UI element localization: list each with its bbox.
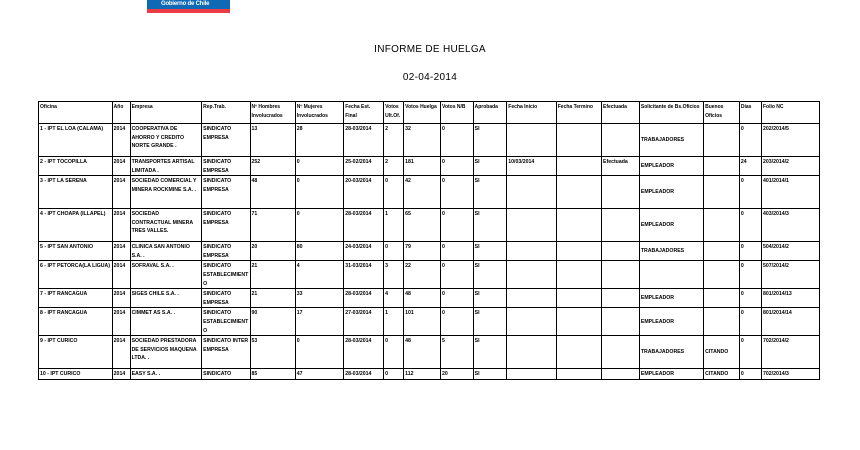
table-cell: TRABAJADORES xyxy=(639,124,703,157)
table-cell: 0 xyxy=(440,308,473,336)
table-cell xyxy=(639,261,703,289)
table-cell xyxy=(704,176,740,209)
table-cell: TRANSPORTES ARTISAL LIMITADA . xyxy=(130,157,202,176)
table-cell: 28-03/2014 xyxy=(344,124,384,157)
table-cell: TRABAJADORES xyxy=(639,242,703,261)
table-cell: SI xyxy=(473,369,507,380)
table-cell: 0 xyxy=(739,209,761,242)
table-cell: SINDICATO INTER EMPRESA xyxy=(202,336,250,369)
column-header: Votos Ult.Of. xyxy=(384,102,404,124)
table-cell xyxy=(556,289,601,308)
table-cell xyxy=(602,308,640,336)
table-cell xyxy=(556,308,601,336)
table-cell: 0 xyxy=(739,369,761,380)
table-cell: 112 xyxy=(404,369,441,380)
table-cell: SI xyxy=(473,261,507,289)
table-cell: 0 xyxy=(295,336,343,369)
table-cell xyxy=(507,369,556,380)
table-cell: EMPLEADOR xyxy=(639,176,703,209)
table-cell: 85 xyxy=(250,369,295,380)
table-cell: SI xyxy=(473,308,507,336)
table-cell: 0 xyxy=(384,369,404,380)
table-cell: 4 - IPT CHOAPA (ILLAPEL) xyxy=(39,209,113,242)
table-cell: SINDICATO EMPRESA xyxy=(202,209,250,242)
table-cell xyxy=(704,261,740,289)
table-cell: 2014 xyxy=(112,336,130,369)
table-cell: 27-03/2014 xyxy=(344,308,384,336)
table-cell: 3 - IPT LA SERENA xyxy=(39,176,113,209)
table-cell: SINDICATO EMPRESA xyxy=(202,176,250,209)
table-cell: 0 xyxy=(440,176,473,209)
table-cell xyxy=(507,261,556,289)
table-cell: 0 xyxy=(739,242,761,261)
table-cell: 31-03/2014 xyxy=(344,261,384,289)
table-cell xyxy=(704,124,740,157)
column-header: Días xyxy=(739,102,761,124)
table-cell: 5 xyxy=(440,336,473,369)
table-row xyxy=(39,242,820,261)
table-cell xyxy=(556,157,601,176)
table-cell: SINDICATO ESTABLECIMIENTO xyxy=(202,261,250,289)
table-cell: 2014 xyxy=(112,261,130,289)
table-cell: 0 xyxy=(739,261,761,289)
table-cell: 0 xyxy=(440,124,473,157)
table-cell: 71 xyxy=(250,209,295,242)
table-cell: 6 - IPT PETORCA(LA LIGUA) xyxy=(39,261,113,289)
column-header: Solicitante de Bs.Oficios xyxy=(639,102,703,124)
table-cell: 1 - IPT EL LOA (CALAMA) xyxy=(39,124,113,157)
table-cell xyxy=(507,336,556,369)
table-cell xyxy=(556,261,601,289)
table-cell xyxy=(704,157,740,176)
table-cell: 101 xyxy=(404,308,441,336)
table-cell: 0 xyxy=(440,289,473,308)
table-row xyxy=(39,209,820,242)
table-cell: CITANDO xyxy=(704,336,740,369)
table-cell: SI xyxy=(473,176,507,209)
table-cell: EMPLEADOR xyxy=(639,369,703,380)
table-cell xyxy=(602,209,640,242)
table-cell: CITANDO xyxy=(704,369,740,380)
table-cell xyxy=(602,176,640,209)
table-cell: 2014 xyxy=(112,308,130,336)
table-cell: 2014 xyxy=(112,124,130,157)
table-cell: 2 xyxy=(384,157,404,176)
table-cell: 48 xyxy=(404,289,441,308)
table-row xyxy=(39,157,820,176)
table-cell: 203/2014/2 xyxy=(761,157,819,176)
column-header: Nº Hombres Involucrados xyxy=(250,102,295,124)
table-cell: 22 xyxy=(404,261,441,289)
table-cell: 2014 xyxy=(112,242,130,261)
table-cell xyxy=(602,369,640,380)
table-cell: SINDICATO ESTABLECIMIENTO xyxy=(202,308,250,336)
table-cell: 21 xyxy=(250,261,295,289)
table-cell: TRABAJADORES xyxy=(639,336,703,369)
table-cell: 507/2014/2 xyxy=(761,261,819,289)
table-cell: 20-03/2014 xyxy=(344,176,384,209)
table-cell: SOCIEDAD CONTRACTUAL MINERA TRES VALLES. xyxy=(130,209,202,242)
column-header: Efectuada xyxy=(602,102,640,124)
table-cell: 0 xyxy=(739,308,761,336)
table-cell: SI xyxy=(473,157,507,176)
table-cell xyxy=(507,289,556,308)
column-header: Fecha Est. Final xyxy=(344,102,384,124)
table-cell: 28-03/2014 xyxy=(344,209,384,242)
table-cell: 2014 xyxy=(112,209,130,242)
table-cell: 202/2014/5 xyxy=(761,124,819,157)
table-row xyxy=(39,289,820,308)
table-cell xyxy=(602,242,640,261)
table-cell: SI xyxy=(473,242,507,261)
table-cell: 2 - IPT TOCOPILLA xyxy=(39,157,113,176)
table-cell: SINDICATO EMPRESA xyxy=(202,157,250,176)
table-cell: 0 xyxy=(384,336,404,369)
table-cell: 4 xyxy=(384,289,404,308)
table-cell: 28-03/2014 xyxy=(344,369,384,380)
table-cell: 0 xyxy=(739,289,761,308)
table-row xyxy=(39,176,820,209)
column-header: Buenos Oficios xyxy=(704,102,740,124)
table-cell xyxy=(704,209,740,242)
table-cell: 504/2014/2 xyxy=(761,242,819,261)
table-cell: 9 - IPT CURICO xyxy=(39,336,113,369)
column-header: Fecha Termino xyxy=(556,102,601,124)
table-cell: 65 xyxy=(404,209,441,242)
table-cell: 33 xyxy=(295,289,343,308)
table-cell: 48 xyxy=(250,176,295,209)
table-cell: 2 xyxy=(384,124,404,157)
table-cell xyxy=(556,176,601,209)
table-cell: 20 xyxy=(250,242,295,261)
table-cell: SOFRAVAL S.A. . xyxy=(130,261,202,289)
table-row xyxy=(39,336,820,369)
table-cell: Efectuada xyxy=(602,157,640,176)
table-cell: 0 xyxy=(384,242,404,261)
column-header: Fecha Inicio xyxy=(507,102,556,124)
table-cell xyxy=(556,209,601,242)
table-row xyxy=(39,261,820,289)
table-cell: 702/2014/2 xyxy=(761,336,819,369)
table-cell: 53 xyxy=(250,336,295,369)
table-cell: EMPLEADOR xyxy=(639,209,703,242)
table-cell: 20 xyxy=(440,369,473,380)
table-cell: 1 xyxy=(384,209,404,242)
table-cell: 252 xyxy=(250,157,295,176)
table-cell: 2014 xyxy=(112,289,130,308)
table-cell: 401/2014/1 xyxy=(761,176,819,209)
column-header: Votos N/B xyxy=(440,102,473,124)
table-cell: 25-02/2014 xyxy=(344,157,384,176)
column-header: Folio NC xyxy=(761,102,819,124)
table-cell xyxy=(507,209,556,242)
table-cell: 0 xyxy=(295,209,343,242)
table-cell: SI xyxy=(473,124,507,157)
table-cell: SOCIEDAD PRESTADORA DE SERVICIOS MAQUENA LTDA. . xyxy=(130,336,202,369)
column-header: Empresa xyxy=(130,102,202,124)
table-cell: 10/03/2014 xyxy=(507,157,556,176)
table-cell: 3 xyxy=(384,261,404,289)
table-cell: 0 xyxy=(440,157,473,176)
table-cell: 0 xyxy=(440,209,473,242)
table-cell xyxy=(507,308,556,336)
table-cell: 21 xyxy=(250,289,295,308)
table-cell: 7 - IPT RANCAGUA xyxy=(39,289,113,308)
table-cell: 4 xyxy=(295,261,343,289)
table-cell: 28 xyxy=(295,124,343,157)
table-cell: SI xyxy=(473,209,507,242)
table-cell xyxy=(556,336,601,369)
table-cell: 702/2014/3 xyxy=(761,369,819,380)
gobierno-logo xyxy=(147,0,230,13)
table-cell: EMPLEADOR xyxy=(639,308,703,336)
table-cell: 0 xyxy=(739,124,761,157)
table-cell xyxy=(704,242,740,261)
column-header: Aprobada xyxy=(473,102,507,124)
report-date: 02-04-2014 xyxy=(402,72,458,83)
table-cell: 48 xyxy=(404,336,441,369)
table-cell: 90 xyxy=(250,308,295,336)
logo-text: Gobierno de Chile xyxy=(161,1,210,7)
table-cell: EASY S.A. . xyxy=(130,369,202,380)
table-header-row xyxy=(39,102,820,124)
table-row xyxy=(39,369,820,380)
table-cell: 1 xyxy=(384,308,404,336)
table-cell: 24-03/2014 xyxy=(344,242,384,261)
table-cell: 0 xyxy=(295,176,343,209)
table-cell: 42 xyxy=(404,176,441,209)
table-cell xyxy=(556,124,601,157)
table-cell: EMPLEADOR xyxy=(639,289,703,308)
logo-red-stripe xyxy=(147,9,230,13)
table-cell xyxy=(704,308,740,336)
column-header: Año xyxy=(112,102,130,124)
table-cell: 47 xyxy=(295,369,343,380)
table-cell: SOCIEDAD COMERCIAL Y MINERA ROCKMINE S.A. . xyxy=(130,176,202,209)
table-cell: 0 xyxy=(739,336,761,369)
table-cell xyxy=(507,124,556,157)
table-cell: 2014 xyxy=(112,176,130,209)
table-cell: SI xyxy=(473,336,507,369)
table-cell xyxy=(556,369,601,380)
table-cell: SI xyxy=(473,289,507,308)
table-cell xyxy=(602,289,640,308)
table-cell: SINDICATO EMPRESA xyxy=(202,242,250,261)
table-row xyxy=(39,308,820,336)
table-row xyxy=(39,124,820,157)
table-cell: 8 - IPT RANCAGUA xyxy=(39,308,113,336)
table-cell: 0 xyxy=(384,176,404,209)
table-cell: 2014 xyxy=(112,157,130,176)
table-cell xyxy=(704,289,740,308)
table-cell: SINDICATO EMPRESA xyxy=(202,124,250,157)
table-cell: SINDICATO EMPRESA xyxy=(202,289,250,308)
table-cell: SINDICATO xyxy=(202,369,250,380)
table-cell: 79 xyxy=(404,242,441,261)
table-cell: 24 xyxy=(739,157,761,176)
table-cell: 0 xyxy=(295,157,343,176)
column-header: Rep.Trab. xyxy=(202,102,250,124)
strike-report-table xyxy=(38,101,820,380)
table-cell: 32 xyxy=(404,124,441,157)
table-cell: 0 xyxy=(440,242,473,261)
table-cell: COOPERATIVA DE AHORRO Y CREDITO NORTE GRANDE . xyxy=(130,124,202,157)
table-cell xyxy=(507,176,556,209)
table-cell: 801/2014/13 xyxy=(761,289,819,308)
table-cell: EMPLEADOR xyxy=(639,157,703,176)
table-cell: 10 - IPT CURICO xyxy=(39,369,113,380)
table-cell: 13 xyxy=(250,124,295,157)
report-title: INFORME DE HUELGA xyxy=(374,44,486,55)
column-header: Oficina xyxy=(39,102,113,124)
table-cell: 0 xyxy=(739,176,761,209)
table-cell: 80 xyxy=(295,242,343,261)
table-cell: 403/2014/3 xyxy=(761,209,819,242)
table-cell: 801/2014/14 xyxy=(761,308,819,336)
table-cell: 28-03/2014 xyxy=(344,289,384,308)
table-cell: 17 xyxy=(295,308,343,336)
table-cell: 181 xyxy=(404,157,441,176)
table-cell: CLINICA SAN ANTONIO S.A. . xyxy=(130,242,202,261)
table-cell: SIGES CHILE S.A. . xyxy=(130,289,202,308)
table-cell xyxy=(602,336,640,369)
table-cell: 0 xyxy=(440,261,473,289)
table-cell xyxy=(507,242,556,261)
table-cell xyxy=(602,124,640,157)
table-cell: 2014 xyxy=(112,369,130,380)
table-cell: 5 - IPT SAN ANTONIO xyxy=(39,242,113,261)
table-cell xyxy=(602,261,640,289)
column-header: Votos Huelga xyxy=(404,102,441,124)
column-header: Nº Mujeres Involucrados xyxy=(295,102,343,124)
table-cell: 28-03/2014 xyxy=(344,336,384,369)
table-cell: CIMMET AS S.A. . xyxy=(130,308,202,336)
table-cell xyxy=(556,242,601,261)
